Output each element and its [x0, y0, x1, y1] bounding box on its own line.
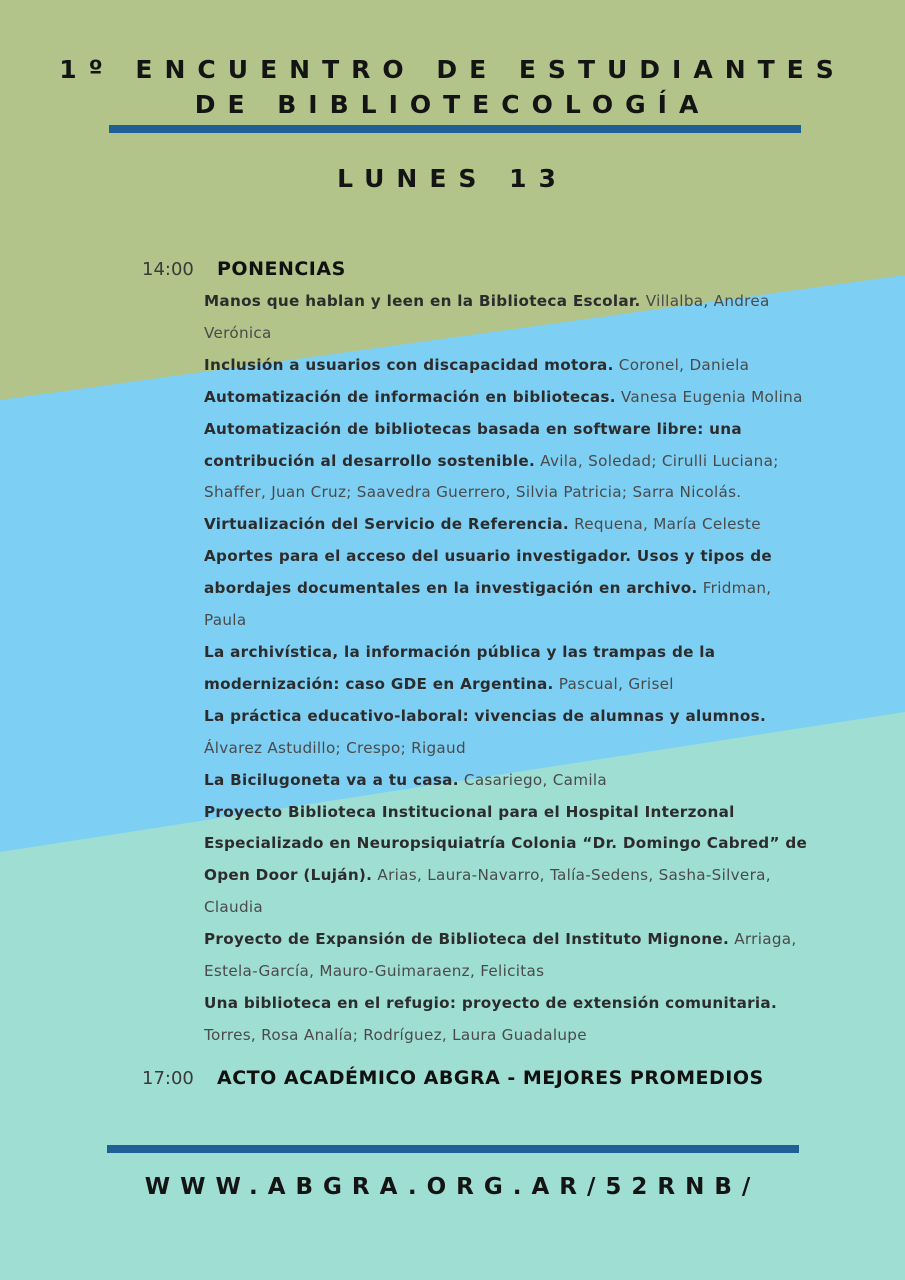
talk-item	[204, 765, 816, 797]
talk-authors: Coronel, Daniela	[618, 355, 750, 374]
talk-authors: Requena, María Celeste	[574, 515, 761, 534]
talk-item	[204, 382, 816, 414]
talk-item	[204, 541, 816, 637]
event-title-line2: DE BIBLIOTECOLOGÍA	[194, 90, 711, 119]
talk-title: Aportes para el acceso del usuario investigador. Usos y tipos de abordajes documentales en la investigación en archivo.	[204, 547, 773, 598]
talk-authors: Casariego, Camila	[463, 770, 607, 789]
talk-authors: Avila, Soledad; Cirulli Luciana; Shaffer, Juan Cruz; Saavedra Guerrero, Silvia Patricia; Sarra Nicolás.	[204, 451, 779, 502]
talk-authors: Vanesa Eugenia Molina	[620, 387, 803, 406]
talk-title: Una biblioteca en el refugio: proyecto de extensión comunitaria.	[204, 993, 778, 1012]
talk-authors: Fridman, Paula	[204, 579, 772, 630]
talk-authors: Villalba, Andrea Verónica	[204, 292, 770, 342]
talk-authors: Arriaga, Estela-García, Mauro-Guimaraenz, Felicitas	[204, 930, 797, 981]
talk-authors: Torres, Rosa Analía; Rodríguez, Laura Guadalupe	[204, 1025, 587, 1044]
talk-authors: Arias, Laura-Navarro, Talía-Sedens, Sasha-Silvera, Claudia	[204, 866, 771, 917]
talk-item	[204, 350, 816, 382]
slot2-title: ACTO ACADÉMICO ABGRA - MEJORES PROMEDIOS	[217, 1067, 764, 1089]
talk-item	[204, 701, 816, 765]
slot1-title: PONENCIAS	[217, 258, 346, 280]
talk-title: La práctica educativo-laboral: vivencias de alumnas y alumnos.	[204, 706, 767, 725]
talks-list	[204, 286, 816, 1052]
talk-item	[204, 797, 816, 925]
website-url: WWW.ABGRA.ORG.AR/52RNB/	[144, 1174, 761, 1200]
talk-title: Proyecto Biblioteca Institucional para el Hospital Interzonal Especializado en Neuropsiquiatría Colonia “Dr. Domingo Cabred” de Open Door (Luján).	[204, 802, 808, 885]
talk-title: Proyecto de Expansión de Biblioteca del Instituto Mignone.	[204, 930, 730, 949]
talk-item	[204, 924, 816, 988]
talk-item	[204, 637, 816, 701]
talk-authors: Álvarez Astudillo; Crespo; Rigaud	[204, 738, 466, 757]
talk-title: Inclusión a usuarios con discapacidad motora.	[204, 355, 614, 374]
talk-item	[204, 286, 816, 350]
talk-title: Manos que hablan y leen en la Biblioteca Escolar.	[204, 292, 641, 310]
talk-authors: Pascual, Grisel	[558, 674, 674, 693]
slot1-time: 14:00	[142, 259, 194, 280]
slot2-time: 17:00	[142, 1068, 194, 1089]
talk-item	[204, 988, 816, 1052]
event-title-line1: 1º ENCUENTRO DE ESTUDIANTES	[59, 55, 846, 84]
title-divider	[109, 125, 801, 133]
talk-title: Automatización de bibliotecas basada en software libre: una contribución al desarrollo sostenible.	[204, 419, 742, 470]
talk-title: La Bicilugoneta va a tu casa.	[204, 770, 459, 789]
day-heading: LUNES 13	[337, 164, 568, 193]
footer-divider	[107, 1145, 799, 1153]
talk-title: La archivística, la información pública y las trampas de la modernización: caso GDE en Argentina.	[204, 642, 716, 693]
talk-item	[204, 414, 816, 510]
talk-item	[204, 509, 816, 541]
talk-title: Virtualización del Servicio de Referencia.	[204, 515, 569, 534]
talk-title: Automatización de información en bibliotecas.	[204, 387, 616, 406]
